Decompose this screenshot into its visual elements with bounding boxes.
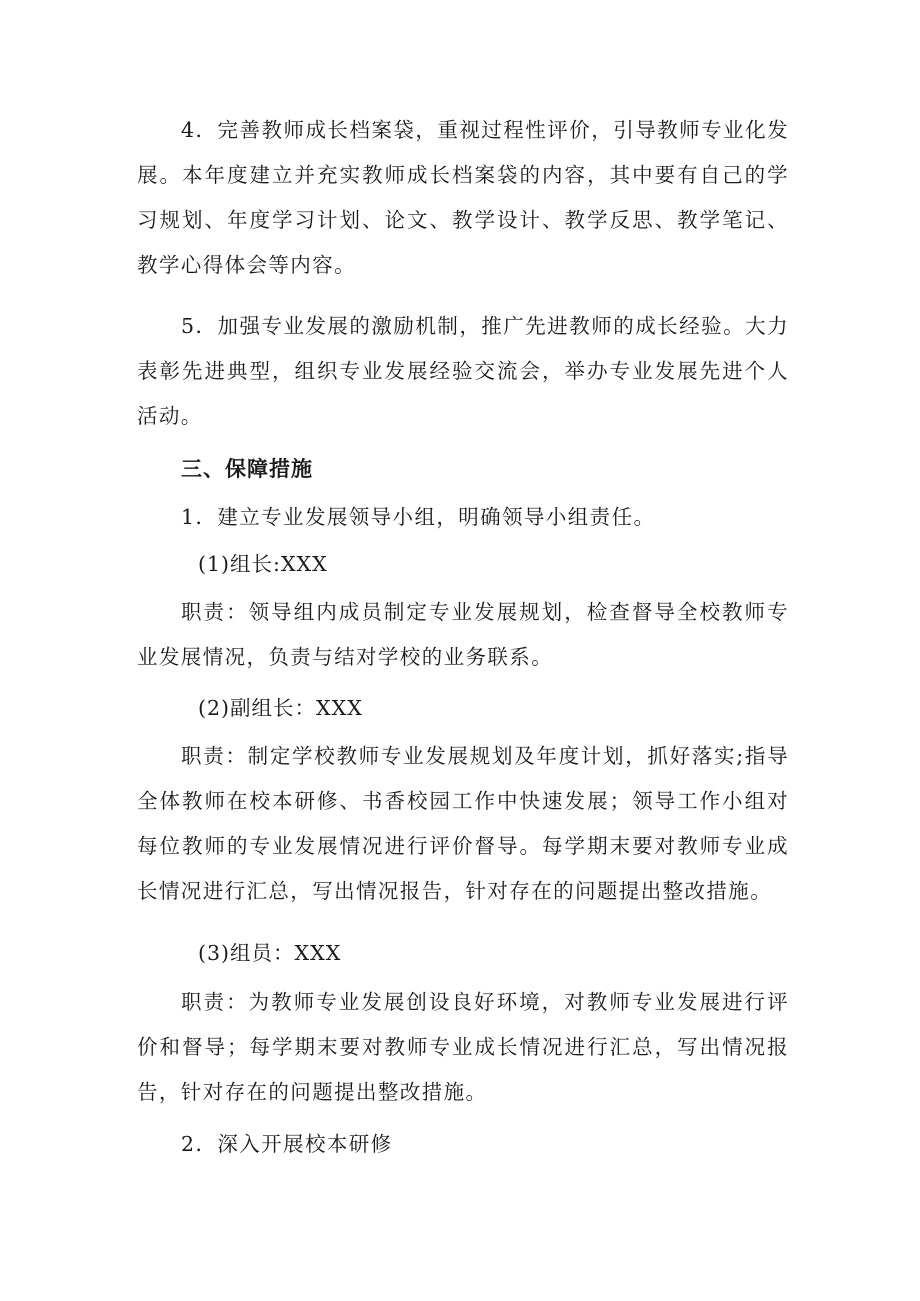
- leader-line: (1)组长:XXX: [198, 552, 328, 576]
- vice-leader-duty-paragraph: 职责：制定学校教师专业发展规划及年度计划，抓好落实;指导全体教师在校本研修、书香校园工作中快速发展；领导工作小组对每位教师的专业发展情况进行评价督导。每学期末要对教师专业成长情况进行汇总，写出情况报告，针对存在的问题提出整改措施。: [137, 744, 789, 903]
- member-duty-paragraph: 职责：为教师专业发展创设良好环境，对教师专业发展进行评价和督导；每学期末要对教师专业成长情况进行汇总，写出情况报告，针对存在的问题提出整改措施。: [137, 990, 789, 1104]
- member-line: (3)组员：XXX: [198, 941, 342, 965]
- section-heading-safeguards: 三、保障措施: [181, 457, 313, 481]
- vice-leader-line: (2)副组长：XXX: [198, 696, 363, 720]
- paragraph-item-4: 4．完善教师成长档案袋，重视过程性评价，引导教师专业化发展。本年度建立并充实教师成长档案袋的内容，其中要有自己的学习规划、年度学习计划、论文、教学设计、教学反思、教学笔记、教学心得体会等内容。: [137, 118, 789, 277]
- paragraph-item-5: 5．加强专业发展的激励机制，推广先进教师的成长经验。大力表彰先进典型，组织专业发展经验交流会，举办专业发展先进个人活动。: [137, 314, 789, 428]
- leader-duty-paragraph: 职责：领导组内成员制定专业发展规划，检查督导全校教师专业发展情况，负责与结对学校的业务联系。: [137, 600, 789, 669]
- list-item-1: 1．建立专业发展领导小组，明确领导小组责任。: [181, 505, 656, 529]
- list-item-2: 2．深入开展校本研修: [181, 1132, 393, 1156]
